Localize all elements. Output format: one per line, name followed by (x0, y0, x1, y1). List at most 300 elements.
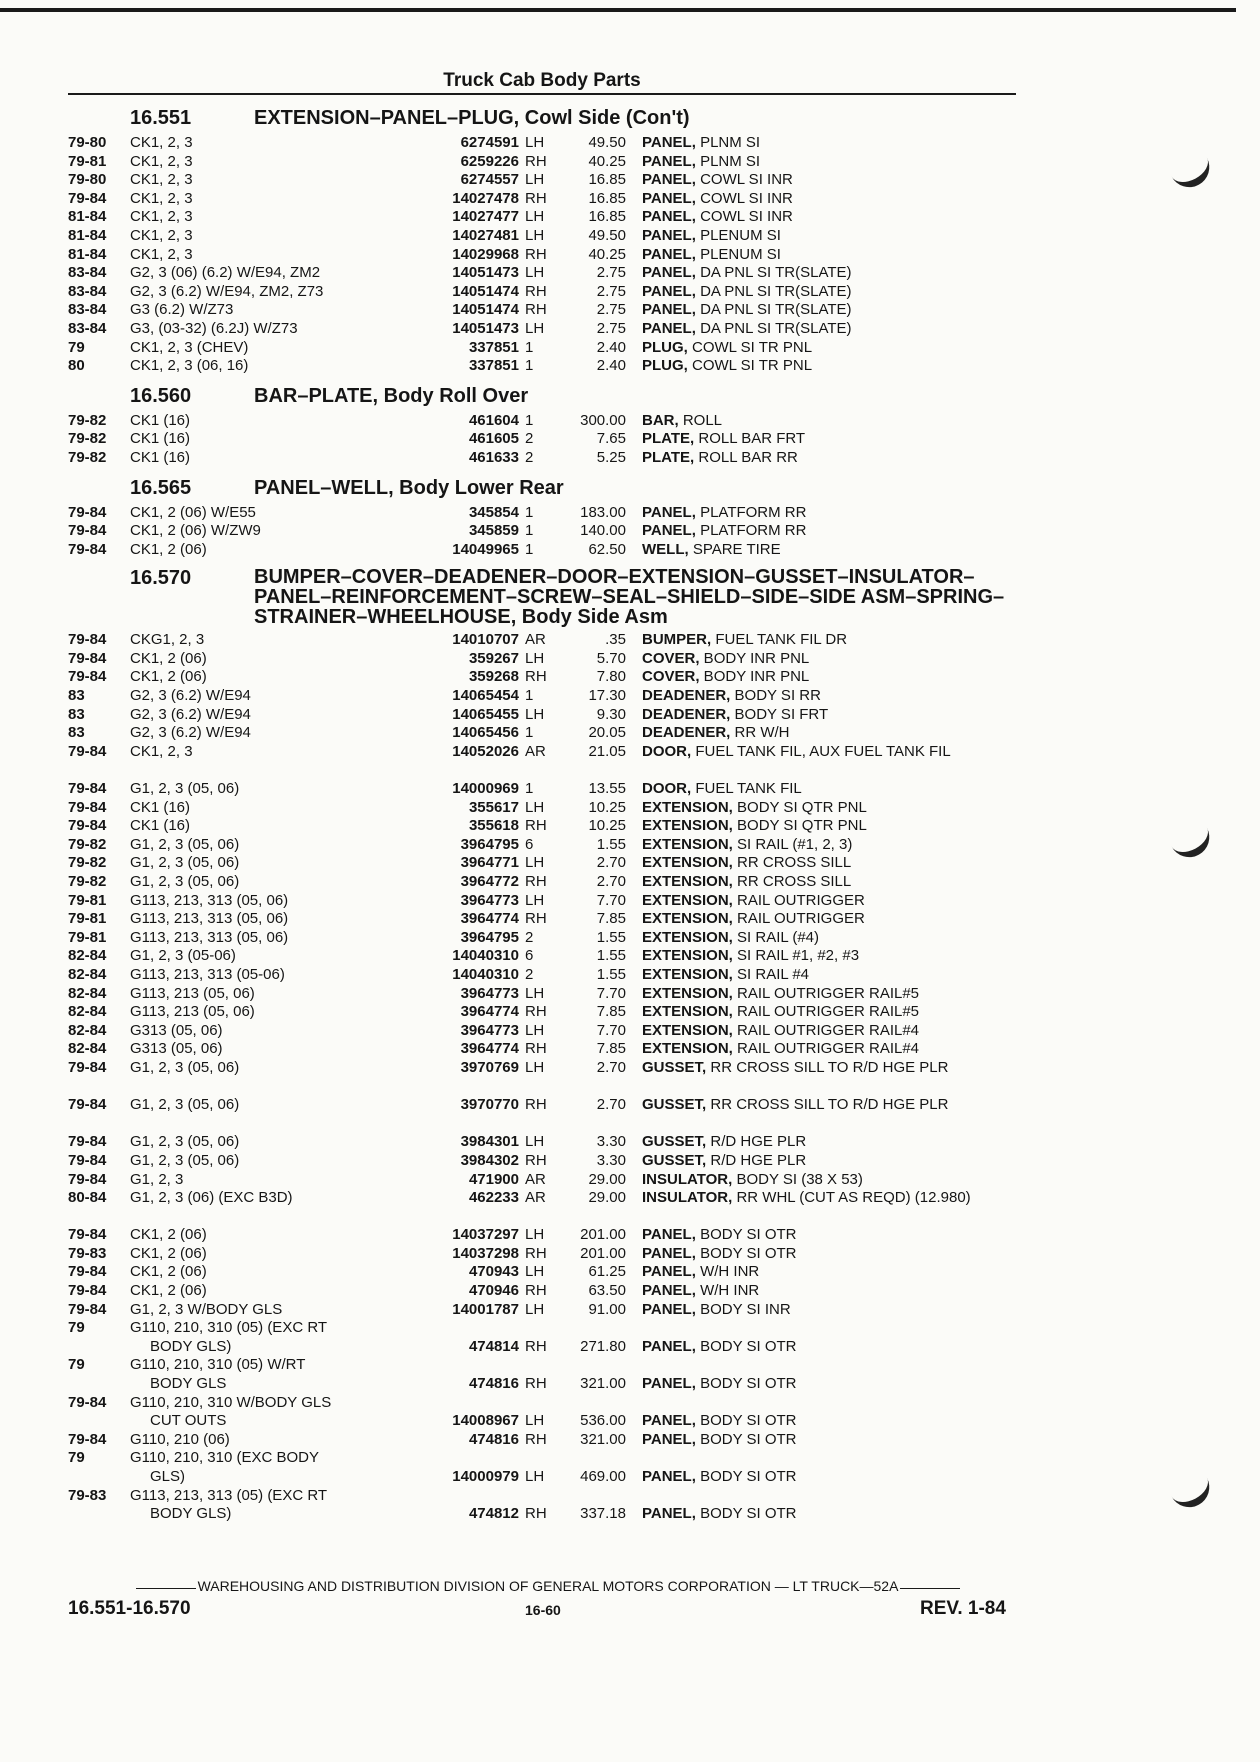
table-row (68, 1096, 1028, 1133)
year-cell: 81-84 (68, 245, 107, 263)
part-number-cell: 3970770 (460, 1096, 519, 1114)
quantity-cell: RH (525, 1096, 547, 1114)
part-number-cell: 461604 (468, 411, 519, 429)
model-text: G113, 213, 313 (05, 06) (130, 928, 289, 946)
model-cell (130, 208, 414, 227)
model-cell (130, 854, 414, 873)
year-cell: 79-84 (68, 668, 107, 686)
model-cell (130, 1319, 414, 1356)
quantity-cell: RH (525, 1040, 547, 1058)
part-number-cell: 470946 (468, 1282, 519, 1300)
table-row (68, 1394, 1028, 1431)
description-text: COWL SI TR PNL (687, 357, 813, 375)
year-cell: 82-84 (68, 1003, 107, 1021)
description-cell (626, 153, 1026, 172)
model-text: G113, 213 (05, 06) (130, 1003, 255, 1021)
quantity-cell: 6 (525, 947, 534, 965)
description-noun: PANEL, (642, 1505, 696, 1523)
description-text: PLENUM SI (695, 245, 781, 263)
table-row (68, 208, 1028, 227)
quantity-cell: RH (525, 189, 547, 207)
model-text: CK1, 2, 3 (130, 171, 193, 189)
quantity-cell: 1 (525, 411, 534, 429)
price-cell: 91.00 (588, 1300, 626, 1318)
description-text: RR CROSS SILL (732, 873, 852, 890)
part-number-cell: 345854 (468, 503, 519, 521)
model-cell (130, 929, 414, 948)
year-cell: 79-84 (68, 780, 107, 798)
table-row (68, 320, 1028, 339)
model-cell (130, 1356, 414, 1393)
description-cell (626, 504, 1026, 523)
year-cell: 81-84 (68, 226, 107, 244)
description-noun: PANEL, (642, 189, 696, 207)
description-cell (626, 449, 1026, 468)
table-row (68, 836, 1028, 855)
part-number-cell: 474814 (468, 1337, 519, 1355)
description-text: RAIL OUTRIGGER (732, 910, 865, 928)
table-row (68, 743, 1028, 780)
description-text: RR W/H (730, 724, 790, 742)
quantity-cell: LH (525, 1226, 545, 1244)
table-row (68, 1133, 1028, 1152)
description-cell (626, 650, 1026, 669)
model-text-continued: GLS) (150, 1468, 186, 1485)
model-cell (130, 873, 414, 892)
description-noun: BAR, (642, 411, 679, 429)
model-text: G1, 2, 3 (05-06) (130, 947, 236, 965)
part-number-cell: 6259226 (460, 152, 519, 170)
table-row (68, 985, 1028, 1004)
model-cell (130, 1059, 414, 1096)
description-noun: PANEL, (642, 152, 696, 170)
binder-hole-mark (1164, 813, 1217, 864)
quantity-cell: LH (525, 891, 545, 909)
year-cell: 79-84 (68, 1133, 107, 1151)
price-cell: 2.70 (596, 1096, 626, 1114)
description-cell (626, 283, 1026, 302)
part-number-cell: 3970769 (460, 1058, 519, 1076)
model-text: G113, 213 (05, 06) (130, 984, 255, 1002)
price-cell: 3.30 (596, 1151, 626, 1169)
description-text: RAIL OUTRIGGER RAIL#4 (732, 1021, 920, 1039)
description-noun: PANEL, (642, 522, 696, 540)
description-cell (626, 947, 1026, 966)
year-cell: 81-84 (68, 208, 107, 226)
description-noun: PANEL, (642, 264, 696, 282)
part-number-cell: 3964773 (460, 984, 519, 1002)
model-cell (130, 966, 414, 985)
description-text: SI RAIL (#4) (732, 928, 819, 946)
description-noun: COVER, (642, 668, 700, 686)
description-text: SI RAIL #4 (732, 965, 810, 983)
model-text: CKG1, 2, 3 (130, 631, 205, 649)
model-cell (130, 357, 414, 376)
model-cell (130, 650, 414, 669)
table-row (68, 1152, 1028, 1171)
description-noun: COVER, (642, 649, 700, 667)
price-cell: 49.50 (588, 134, 626, 151)
model-text: G1, 2, 3 (05, 06) (130, 1096, 240, 1114)
section-number: 16.551 (130, 107, 192, 129)
year-cell: 79-82 (68, 430, 107, 448)
year-cell: 83 (68, 705, 85, 723)
model-text: G110, 210 (06) (130, 1430, 230, 1448)
year-cell: 82-84 (68, 1021, 107, 1039)
description-cell (626, 1096, 1026, 1133)
year-cell: 79-84 (68, 503, 107, 521)
quantity-cell: AR (525, 631, 546, 649)
year-cell: 83-84 (68, 319, 107, 337)
table-row (68, 817, 1028, 836)
description-cell (626, 724, 1026, 743)
year-cell: 79-84 (68, 1300, 107, 1318)
description-text: PLNM SI (695, 134, 761, 151)
price-cell: 7.65 (596, 430, 626, 448)
description-cell (626, 1282, 1026, 1301)
model-text: G113, 213, 313 (05-06) (130, 965, 285, 983)
footer-page-number: 16-60 (525, 1602, 561, 1618)
quantity-cell: RH (525, 152, 547, 170)
part-number-cell: 3984301 (460, 1133, 519, 1151)
model-cell (130, 449, 414, 468)
description-noun: EXTENSION, (642, 984, 733, 1002)
model-cell (130, 412, 414, 431)
year-cell: 79-81 (68, 152, 107, 170)
price-cell: 7.85 (596, 1040, 626, 1058)
price-cell: 49.50 (588, 226, 626, 244)
model-cell (130, 1282, 414, 1301)
price-cell: 10.25 (588, 798, 626, 816)
model-text: G313 (05, 06) (130, 1021, 223, 1039)
part-number-cell: 3964774 (460, 1040, 519, 1058)
description-noun: WELL, (642, 540, 689, 558)
table-row (68, 357, 1028, 376)
description-cell (626, 1375, 1026, 1394)
description-cell (626, 631, 1026, 650)
model-cell (130, 1096, 414, 1133)
model-text-continued: CUT OUTS (150, 1412, 227, 1430)
model-text: G1, 2, 3 (05, 06) (130, 854, 240, 872)
price-cell: 17.30 (588, 687, 626, 705)
model-cell (130, 668, 414, 687)
part-number-cell: 355617 (468, 798, 519, 816)
year-cell: 79-84 (68, 1151, 107, 1169)
section-heading (68, 559, 1028, 631)
quantity-cell: 1 (525, 338, 534, 356)
description-text: RR CROSS SILL TO R/D HGE PLR (706, 1096, 949, 1114)
price-cell: 2.40 (596, 357, 626, 375)
description-noun: PLATE, (642, 430, 695, 448)
model-cell (130, 1245, 414, 1264)
quantity-cell: LH (525, 984, 545, 1002)
price-cell: 63.50 (588, 1282, 626, 1300)
model-cell (130, 227, 414, 246)
price-cell: 29.00 (588, 1170, 626, 1188)
quantity-cell: 1 (525, 357, 534, 375)
price-cell: 321.00 (580, 1430, 626, 1448)
model-text: G1, 2, 3 (05, 06) (130, 1058, 240, 1076)
description-text: FUEL TANK FIL, AUX FUEL TANK FIL (691, 742, 951, 760)
table-row (68, 1449, 1028, 1486)
part-number-cell: 337851 (468, 338, 519, 356)
description-text: BODY SI QTR PNL (732, 817, 867, 835)
model-text: G110, 210, 310 (05) W/RT (130, 1356, 306, 1374)
table-row (68, 1040, 1028, 1059)
description-text: RAIL OUTRIGGER RAIL#5 (732, 1003, 920, 1021)
description-noun: DOOR, (642, 780, 692, 798)
price-cell: 7.85 (596, 1003, 626, 1021)
quantity-cell: LH (525, 319, 545, 337)
description-cell (626, 1431, 1026, 1450)
description-cell (626, 1152, 1026, 1171)
description-noun: INSULATOR, (642, 1189, 733, 1207)
table-row (68, 780, 1028, 799)
year-cell: 82-84 (68, 965, 107, 983)
model-cell (130, 153, 414, 172)
year-cell: 79-82 (68, 873, 107, 890)
model-text: CK1, 2, 3 (130, 226, 193, 244)
table-row (68, 873, 1028, 892)
part-number-cell: 359267 (468, 649, 519, 667)
model-text: G113, 213, 313 (05, 06) (130, 891, 289, 909)
model-text-continued: BODY GLS (150, 1375, 227, 1393)
description-cell (626, 1171, 1026, 1190)
year-cell: 79-81 (68, 891, 107, 909)
part-number-cell: 14001787 (452, 1300, 519, 1318)
description-cell (626, 264, 1026, 283)
part-number-cell: 14037297 (452, 1226, 519, 1244)
part-number-cell: 3964774 (460, 1003, 519, 1021)
year-cell: 79-84 (68, 1282, 107, 1300)
description-cell (626, 522, 1026, 541)
year-cell: 80-84 (68, 1189, 107, 1207)
description-text: BODY SI RR (730, 687, 821, 705)
part-number-cell: 359268 (468, 668, 519, 686)
model-cell (130, 320, 414, 339)
table-row (68, 171, 1028, 190)
part-number-cell: 14027478 (452, 189, 519, 207)
description-text: PLENUM SI (695, 226, 781, 244)
part-number-cell: 14008967 (452, 1412, 519, 1430)
price-cell: 2.75 (596, 264, 626, 282)
model-text: CK1, 2 (06) (130, 540, 207, 558)
quantity-cell: RH (525, 1337, 547, 1355)
part-number-cell: 3964772 (460, 873, 519, 890)
quantity-cell: LH (525, 1021, 545, 1039)
price-cell: 29.00 (588, 1189, 626, 1207)
description-text: DA PNL SI TR(SLATE) (695, 301, 852, 319)
description-cell (626, 1245, 1026, 1264)
description-text: FUEL TANK FIL (691, 780, 802, 798)
description-text: DA PNL SI TR(SLATE) (695, 282, 852, 300)
description-cell (626, 1301, 1026, 1320)
model-text-continued: BODY GLS) (150, 1505, 232, 1523)
model-cell (130, 836, 414, 855)
quantity-cell: 1 (525, 724, 534, 742)
description-noun: PANEL, (642, 1412, 696, 1430)
price-cell: 7.80 (596, 668, 626, 686)
table-row (68, 134, 1028, 153)
model-text: G2, 3 (6.2) W/E94 (130, 724, 251, 742)
quantity-cell: RH (525, 1244, 547, 1262)
table-row (68, 668, 1028, 687)
model-text: CK1, 2 (06) (130, 1263, 207, 1281)
model-cell (130, 134, 414, 153)
price-cell: 271.80 (580, 1337, 626, 1355)
description-text: BODY SI OTR (695, 1412, 797, 1430)
quantity-cell: 6 (525, 835, 534, 853)
model-text: G1, 2, 3 (05, 06) (130, 780, 240, 798)
price-cell: 1.55 (596, 947, 626, 965)
year-cell: 79-82 (68, 835, 107, 853)
price-cell: 5.70 (596, 649, 626, 667)
model-cell (130, 246, 414, 265)
description-text: COWL SI INR (695, 171, 793, 189)
part-number-cell: 14052026 (452, 742, 519, 760)
description-text: BODY SI OTR (695, 1337, 797, 1355)
part-number-cell: 3964773 (460, 1021, 519, 1039)
description-noun: PANEL, (642, 1226, 696, 1244)
description-noun: DOOR, (642, 742, 692, 760)
model-cell (130, 947, 414, 966)
description-cell (626, 1226, 1026, 1245)
description-cell (626, 320, 1026, 339)
description-noun: DEADENER, (642, 687, 731, 705)
price-cell: 2.70 (596, 854, 626, 872)
price-cell: 140.00 (580, 522, 626, 540)
year-cell: 79-84 (68, 1226, 107, 1244)
year-cell: 79-84 (68, 649, 107, 667)
description-noun: EXTENSION, (642, 835, 733, 853)
price-cell: 1.55 (596, 965, 626, 983)
year-cell: 79-84 (68, 522, 107, 540)
description-cell (626, 357, 1026, 376)
table-row (68, 1171, 1028, 1190)
quantity-cell: LH (525, 705, 545, 723)
model-text: CK1, 2 (06) W/ZW9 (130, 522, 261, 540)
description-text: RAIL OUTRIGGER (732, 891, 865, 909)
description-noun: DEADENER, (642, 724, 731, 742)
description-text: BODY SI OTR (695, 1505, 797, 1523)
description-cell (626, 1040, 1026, 1059)
quantity-cell: LH (525, 171, 545, 189)
part-number-cell: 14040310 (452, 965, 519, 983)
table-row (68, 1263, 1028, 1282)
section-title: EXTENSION–PANEL–PLUG, Cowl Side (Con't) (254, 107, 690, 129)
model-text: CK1, 2 (06) (130, 1282, 207, 1300)
price-cell: 2.70 (596, 873, 626, 890)
table-row (68, 522, 1028, 541)
description-cell (626, 1338, 1026, 1357)
description-text: PLATFORM RR (695, 503, 807, 521)
description-noun: EXTENSION, (642, 1040, 733, 1058)
description-noun: EXTENSION, (642, 965, 733, 983)
description-text: BODY SI OTR (695, 1226, 797, 1244)
description-cell (626, 780, 1026, 799)
description-noun: PANEL, (642, 1468, 696, 1485)
model-cell (130, 541, 414, 560)
model-cell (130, 631, 414, 650)
year-cell: 79-80 (68, 171, 107, 189)
section-heading (68, 376, 1028, 412)
price-cell: 7.70 (596, 984, 626, 1002)
table-row (68, 947, 1028, 966)
description-text: BODY SI OTR (695, 1430, 797, 1448)
model-text: CK1 (16) (130, 798, 191, 816)
year-cell: 83 (68, 724, 85, 742)
section-title: PANEL–WELL, Body Lower Rear (254, 476, 564, 499)
table-row (68, 541, 1028, 560)
model-text: CK1, 2 (06) (130, 1226, 207, 1244)
model-text: CK1, 2, 3 (130, 152, 193, 170)
part-number-cell: 461605 (468, 430, 519, 448)
binder-hole-mark (1164, 1463, 1217, 1514)
description-cell (626, 1059, 1026, 1096)
price-cell: 183.00 (580, 503, 626, 521)
quantity-cell: RH (525, 873, 547, 890)
description-cell (626, 1003, 1026, 1022)
table-row (68, 910, 1028, 929)
price-cell: 9.30 (596, 705, 626, 723)
table-row (68, 190, 1028, 209)
description-cell (626, 1412, 1026, 1431)
description-noun: PANEL, (642, 1244, 696, 1262)
description-noun: PANEL, (642, 1263, 696, 1281)
description-cell (626, 1189, 1026, 1226)
description-text: RAIL OUTRIGGER RAIL#4 (732, 1040, 920, 1058)
table-row (68, 1059, 1028, 1096)
quantity-cell: 1 (525, 522, 534, 540)
description-noun: EXTENSION, (642, 928, 733, 946)
binder-hole-mark (1164, 143, 1217, 194)
year-cell: 82-84 (68, 984, 107, 1002)
model-text: G3, (03-32) (6.2J) W/Z73 (130, 319, 298, 337)
model-cell (130, 687, 414, 706)
model-cell (130, 1189, 414, 1226)
year-cell: 79-84 (68, 1430, 107, 1448)
table-row (68, 1319, 1028, 1356)
model-cell (130, 724, 414, 743)
part-number-cell: 14049965 (452, 540, 519, 558)
part-number-cell: 14065454 (452, 687, 519, 705)
model-cell (130, 743, 414, 780)
description-noun: PANEL, (642, 245, 696, 263)
part-number-cell: 14037298 (452, 1244, 519, 1262)
quantity-cell: RH (525, 1430, 547, 1448)
table-row (68, 1226, 1028, 1245)
table-row (68, 929, 1028, 948)
part-number-cell: 14065455 (452, 705, 519, 723)
description-cell (626, 208, 1026, 227)
description-cell (626, 929, 1026, 948)
description-noun: EXTENSION, (642, 1021, 733, 1039)
quantity-cell: RH (525, 282, 547, 300)
model-cell (130, 264, 414, 283)
description-cell (626, 668, 1026, 687)
quantity-cell: LH (525, 1133, 545, 1151)
year-cell: 82-84 (68, 1040, 107, 1058)
description-noun: GUSSET, (642, 1096, 707, 1114)
description-text: BODY INR PNL (699, 649, 810, 667)
price-cell: 321.00 (580, 1375, 626, 1393)
price-cell: 16.85 (588, 189, 626, 207)
section-heading (68, 468, 1028, 504)
quantity-cell: 1 (525, 687, 534, 705)
quantity-cell: LH (525, 1468, 545, 1485)
part-number-cell: 3964795 (460, 928, 519, 946)
table-row (68, 1245, 1028, 1264)
